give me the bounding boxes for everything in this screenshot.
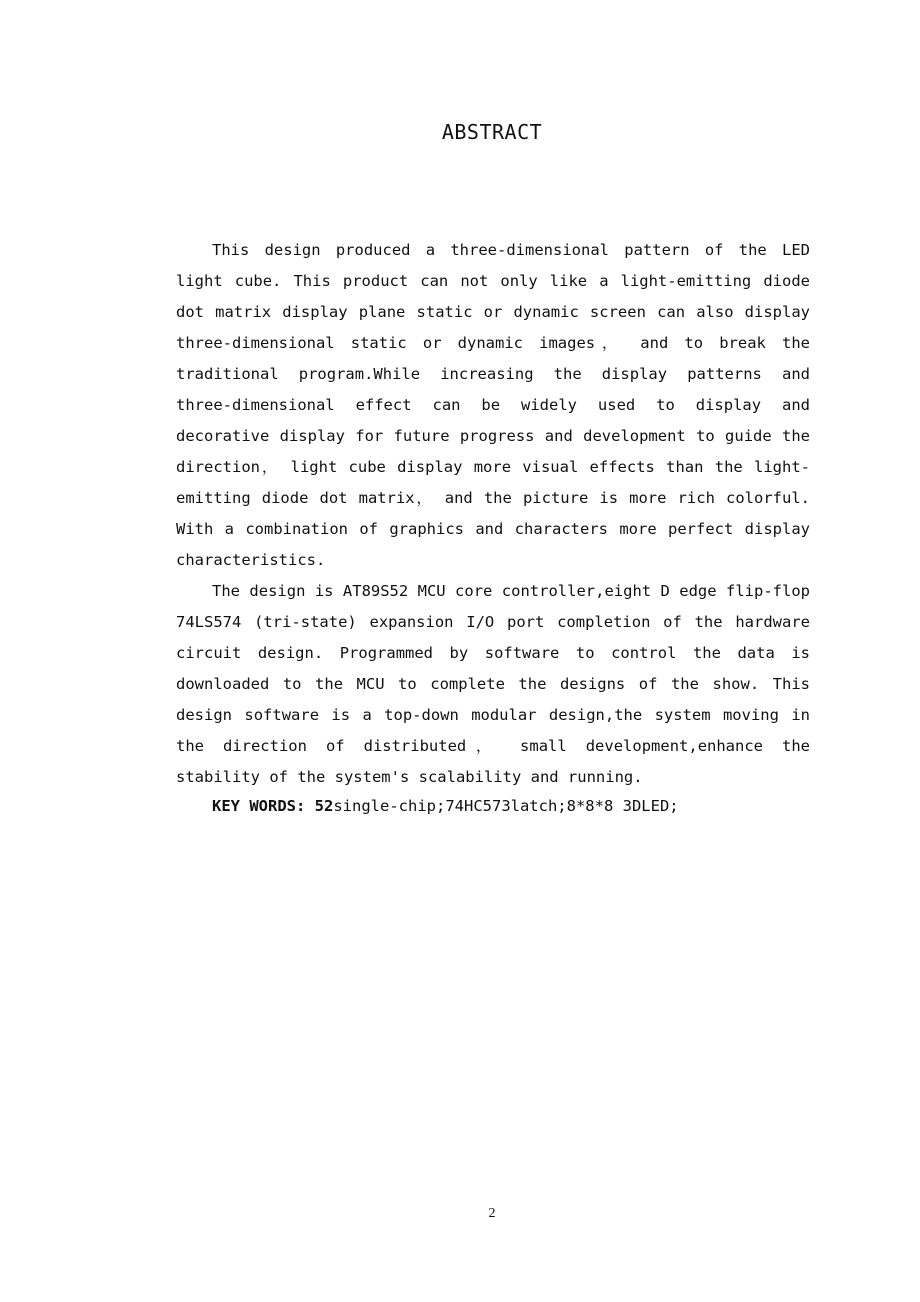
keywords-line	[212, 794, 812, 818]
abstract-paragraph-1: This design produced a three-dimensional pattern of the LED light cube. This product can not only like a light-emitting diode dot matrix display plane static or dynamic screen can also display three-dimensional static or dynamic images， and to break the traditional program.While increasing the display patterns and three-dimensional effect can be widely used to display and decorative display for future progress and development to guide the direction， light cube display more visual effects than the light-emitting diode dot matrix， and the picture is more rich colorful. With a combination of graphics and characters more perfect display characteristics.	[176, 241, 810, 569]
abstract-title: ABSTRACT	[441, 120, 543, 144]
keywords-lead-number: 52	[314, 797, 334, 815]
abstract-paragraph-2: The design is AT89S52 MCU core controller,eight D edge flip-flop 74LS574 (tri-state) expansion I/O port completion of the hardware circuit design. Programmed by software to control the data is downloaded to the MCU to complete the designs of the show. This design software is a top-down modular design,the system moving in the direction of distributed， small development,enhance the stability of the system's scalability and running.	[176, 582, 810, 786]
keywords-label: KEY WORDS:	[212, 797, 306, 815]
abstract-body	[176, 235, 810, 793]
keywords-list: single-chip;74HC573latch;8*8*8 3DLED;	[333, 797, 679, 815]
page-number: 2	[488, 1206, 496, 1221]
